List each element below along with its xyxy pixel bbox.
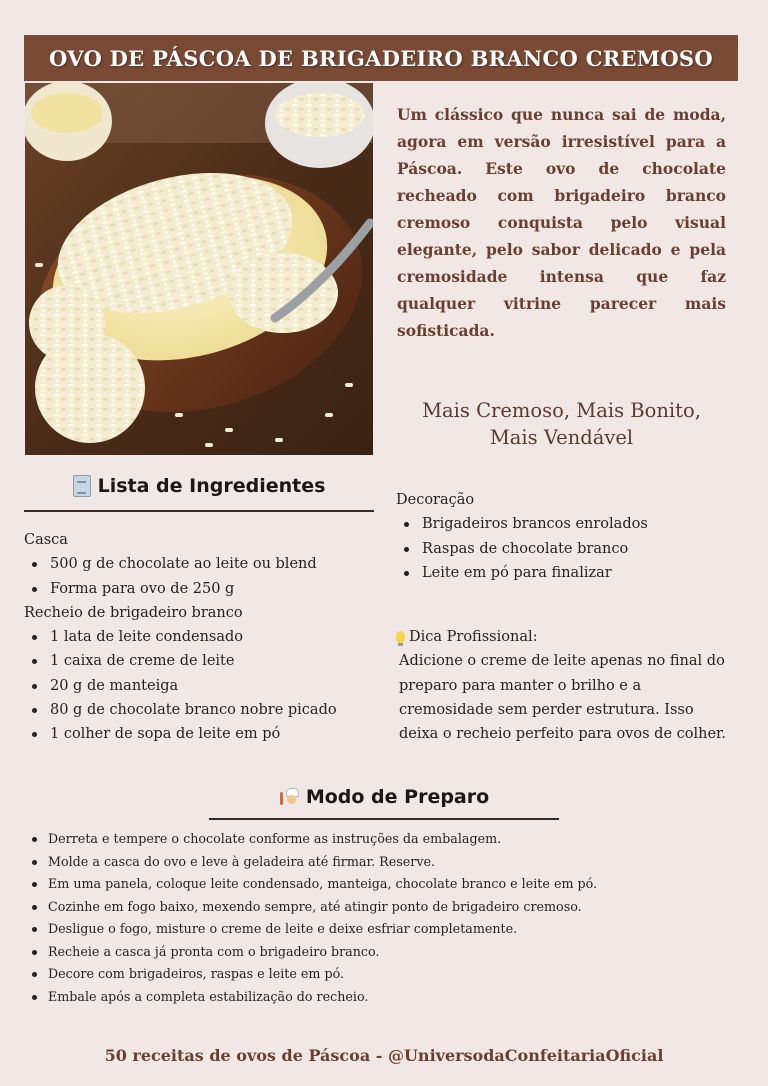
pro-tip-heading <box>396 625 731 649</box>
pro-tip-text: Adicione o creme de leite apenas no final do preparo para manter o brilho e a cremosidade sem perder estrutura. Isso deixa o recheio perfeito para ovos de colher. <box>399 653 726 743</box>
preparation-divider <box>209 818 559 820</box>
list-item: Recheie a casca já pronta com o brigadeiro branco. <box>48 941 744 964</box>
page-title-banner <box>24 35 738 81</box>
list-item: Raspas de chocolate branco <box>422 537 726 561</box>
list-item: 80 g de chocolate branco nobre picado <box>50 698 374 722</box>
list-item: Cozinhe em fogo baixo, mexendo sempre, até atingir ponto de brigadeiro cremoso. <box>48 896 744 919</box>
list-item: 1 caixa de creme de leite <box>50 649 374 673</box>
list-item: Molde a casca do ovo e leve à geladeira até firmar. Reserve. <box>48 851 744 874</box>
decoracao-list <box>396 512 726 585</box>
list-item: Decore com brigadeiros, raspas e leite em pó. <box>48 963 744 986</box>
list-item: Embale após a completa estabilização do recheio. <box>48 986 744 1009</box>
recheio-list <box>24 625 374 746</box>
document-icon <box>73 475 91 497</box>
pro-tip-title: Dica Profissional: <box>409 629 538 645</box>
recipe-photo <box>25 83 373 455</box>
preparation-steps <box>24 828 744 1008</box>
list-item: 20 g de manteiga <box>50 674 374 698</box>
list-item: 1 lata de leite condensado <box>50 625 374 649</box>
pro-tip <box>396 625 731 746</box>
list-item: Brigadeiros brancos enrolados <box>422 512 726 536</box>
ingredients-list-decoration <box>396 488 726 585</box>
preparation-heading <box>209 786 559 808</box>
list-item: 1 colher de sopa de leite em pó <box>50 722 374 746</box>
list-item: 500 g de chocolate ao leite ou blend <box>50 552 374 576</box>
group-heading-recheio: Recheio de brigadeiro branco <box>24 604 243 621</box>
ingredients-title: Lista de Ingredientes <box>97 475 326 497</box>
intro-paragraph: Um clássico que nunca sai de moda, agora em versão irresistível para a Páscoa. Este ovo de chocolate recheado com brigadeiro branco cremoso conquista pelo visual elegante, pelo sabor delicado e pela cremosidade intensa que faz qualquer vitrine parecer mais sofisticada. <box>397 105 726 340</box>
casca-list <box>24 552 374 601</box>
ingredients-list-left <box>24 528 374 747</box>
list-item: Leite em pó para finalizar <box>422 561 726 585</box>
list-item: Em uma panela, coloque leite condensado, manteiga, chocolate branco e leite em pó. <box>48 873 744 896</box>
tagline: Mais Cremoso, Mais Bonito, Mais Vendável <box>422 399 701 449</box>
preparation-title: Modo de Preparo <box>305 786 490 808</box>
page-title: OVO DE PÁSCOA DE BRIGADEIRO BRANCO CREMOSO <box>49 45 713 71</box>
group-heading-decoracao: Decoração <box>396 492 475 508</box>
chef-icon <box>279 788 299 806</box>
list-item: Forma para ovo de 250 g <box>50 577 374 601</box>
ingredients-divider <box>24 510 374 512</box>
lightbulb-icon <box>396 631 405 643</box>
footer-credit: 50 receitas de ovos de Páscoa - @UniversodaConfeitariaOficial <box>104 1046 664 1065</box>
list-item: Desligue o fogo, misture o creme de leite e deixe esfriar completamente. <box>48 918 744 941</box>
list-item: Derreta e tempere o chocolate conforme as instruções da embalagem. <box>48 828 744 851</box>
ingredients-heading <box>24 475 374 497</box>
group-heading-casca: Casca <box>24 532 68 548</box>
